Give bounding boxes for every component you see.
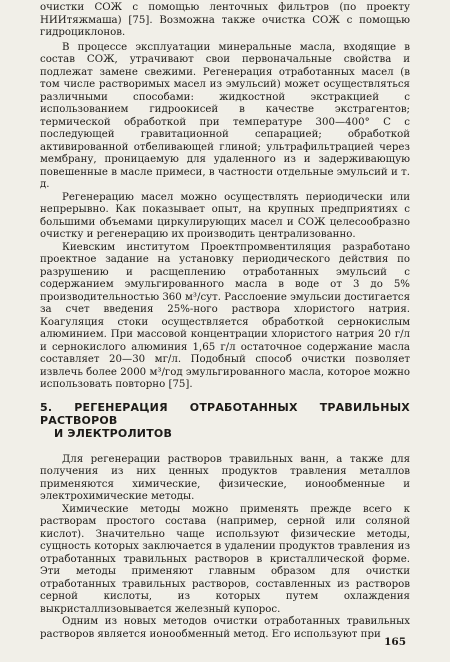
paragraph-periodic-regeneration: Регенерацию масел можно осуществлять периодически или непрерывно. Как показывает опыт, на крупных предприятиях с большими объемами циркулирующих масел и СОЖ целесообразно очистку и регенерацию их производить централизованно. [40, 191, 410, 240]
paragraph-methods-overview: Для регенерации растворов травильных ванн, а также для получения из них ценных продуктов травления металлов применяются химические, физические, ионообменные и электрохимические методы. [40, 453, 410, 502]
page-body [40, 2, 410, 641]
paragraph-kiev-institute: Киевским институтом Проектпромвентиляция разработано проектное задание на установку периодического действия по разрушению и расщеплению отработанных эмульсий с содержанием эмульгированного масла в воде от 3 до 5% производительностью 360 м³/сут. Расслоение эмульсии достигается за счет введения 25%-ного раствора хлористого натрия. Коагуляция стоки осуществляется обработкой сернокислым алюминием. При массовой концентрации хлористого натрия 20 г/л и сернокислого алюминия 1,65 г/л остаточное содержание масла составляет 20—30 мг/л. Подобный способ очистки позволяет извлечь более 2000 м³/год эмульгированного масла, которое можно использовать повторно [75]. [40, 241, 410, 390]
paragraph-oil-regeneration: В процессе эксплуатации минеральные масла, входящие в состав СОЖ, утрачивают свои первоначальные свойства и подлежат замене свежими. Регенерация отработанных масел (в том числе растворимых масел из эмульсий) может осуществляться различными способами: жидкостной экстракцией с использованием гидроокисей в качестве экстрагентов; термической обработкой при температуре 300—400° С с последующей гравитационной сепарацией; обработкой активированной отбеливающей глиной; ультрафильтрацией через мембрану, проницаемую для удаленного из и задерживающую повешенные в масле примеси, в частности отдельные эмульсий и т. д. [40, 41, 410, 190]
section-heading [40, 401, 410, 440]
section-heading-line2: И ЭЛЕКТРОЛИТОВ [54, 426, 173, 440]
paragraph-continuation: очистки СОЖ с помощью ленточных фильтров (по проекту НИИтяжмаша) [75]. Возможна также очистка СОЖ с помощью гидроциклонов. [40, 2, 410, 38]
paragraph-chemical-methods: Химические методы можно применять прежде всего к растворам простого состава (например, серной или соляной кислот). Значительно чаще используют физические методы, сущность которых заключается в удалении продуктов травления из отработанных травильных растворов в кристаллической форме. Эти методы применяют главным образом для очистки отработанных травильных растворов, составленных из растворов серной кислоты, из которых путем охлаждения выкристаллизовывается железный купорос. [40, 503, 410, 615]
paragraph-ion-exchange: Одним из новых методов очистки отработанных травильных растворов является ионообменный метод. Его используют при [40, 616, 410, 640]
page-number: 165 [384, 636, 406, 648]
section-heading-line1: 5. РЕГЕНЕРАЦИЯ ОТРАБОТАННЫХ ТРАВИЛЬНЫХ РАСТВОРОВ [40, 400, 410, 427]
